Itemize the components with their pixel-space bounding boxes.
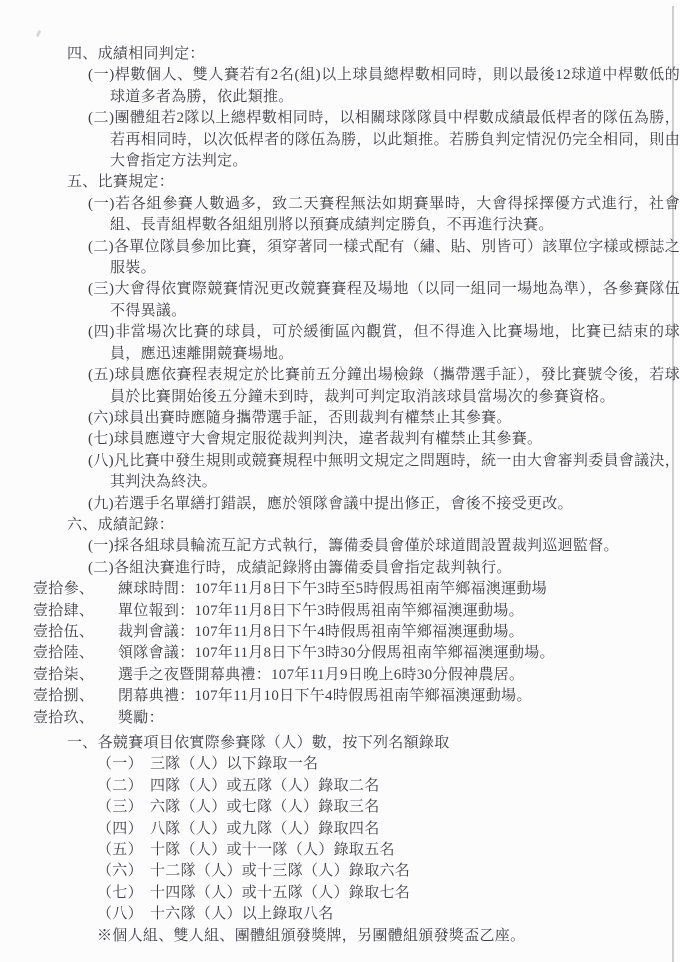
clause-text: 大會得依實際競賽情況更改競賽賽程及場地（以同一組同一場地為準），各參賽隊伍不得異議。	[110, 281, 680, 319]
award-quota-label: （五）	[97, 842, 143, 859]
award-quota-item	[97, 776, 680, 797]
schedule-text: 練球時間：107年11月8日下午3時至5時假馬祖南竿鄉福澳運動場	[118, 581, 548, 598]
clause-label: (一)	[88, 195, 115, 212]
award-quota-text: 四隊（人）或五隊（人）錄取二名	[150, 777, 380, 794]
clause-text: 若各組參賽人數過多，致二天賽程無法如期賽畢時，大會得採擇優方式進行，社會組、長青組桿數各組組別將以預賽成績判定勝負，不再進行決賽。	[110, 195, 680, 234]
schedule-text: 閉幕典禮：107年11月10日下午4時假馬祖南竿鄉福澳運動場。	[118, 688, 532, 705]
clause-text: 若選手名單繕打錯誤，應於領隊會議中提出修正，會後不接受更改。	[113, 495, 573, 512]
clause-text: 各單位隊員參加比賽，須穿著同一樣式配有（繡、貼、別皆可）該單位字樣或標誌之服裝。	[110, 238, 680, 277]
clause-label: (六)	[88, 409, 114, 426]
award-quota-item	[97, 840, 680, 861]
clause-item	[88, 408, 680, 429]
section-heading	[67, 172, 680, 193]
award-quota-text: 十二隊（人）或十三隊（人）錄取六名	[150, 863, 411, 880]
schedule-row	[33, 601, 680, 622]
clause-label: (一)	[88, 538, 114, 555]
schedule-row	[33, 643, 680, 664]
document-content	[0, 44, 680, 947]
section-heading	[67, 515, 680, 536]
schedule-number: 壹拾參、	[33, 581, 95, 598]
award-quota-label: （八）	[97, 906, 143, 923]
clause-text: 球員應依賽程表規定於比賽前五分鐘出場檢錄（攜帶選手証），發比賽號令後，若球員於比賽開始後五分鐘未到時，裁判可判定取消該球員當場次的參賽資格。	[110, 367, 680, 405]
schedule-number: 壹拾柒、	[33, 666, 95, 683]
clause-item	[88, 365, 680, 408]
award-quota-text: 三隊（人）以下錄取一名	[150, 756, 319, 773]
clause-label: (二)	[88, 238, 114, 255]
clause-text: 非當場次比賽的球員，可於緩衝區內觀賞，但不得進入比賽場地，比賽已結束的球員，應迅速離開競賽場地。	[110, 324, 680, 362]
award-quota-label: （七）	[97, 884, 143, 901]
award-quota-label: （三）	[97, 799, 143, 816]
clause-label: (二)	[88, 110, 115, 127]
schedule-number: 壹拾陸、	[33, 645, 95, 662]
clause-item	[88, 451, 680, 494]
clause-label: (一)	[88, 67, 115, 84]
clause-item	[88, 194, 680, 237]
clause-item	[88, 279, 680, 322]
section-title: 成績記錄：	[97, 516, 175, 533]
section-title: 成績相同判定：	[97, 46, 205, 62]
clause-item	[88, 65, 680, 108]
clause-label: (九)	[88, 495, 114, 512]
section-title: 比賽規定：	[97, 174, 175, 191]
schedule-text: 裁判會議：107年11月8日下午4時假馬祖南竿鄉福澳運動場。	[118, 623, 524, 640]
clause-text: 球員應遵守大會規定服從裁判判決，違者裁判有權禁止其參賽。	[113, 431, 543, 448]
clause-item	[88, 494, 680, 515]
schedule-row	[33, 579, 680, 600]
schedule-number: 壹拾玖、	[33, 709, 95, 726]
awards-list-heading: 一、各競賽項目依實際參賽隊（人）數，按下列名額錄取	[67, 735, 450, 751]
award-quota-label: （四）	[97, 820, 143, 837]
award-quota-text: 六隊（人）或七隊（人）錄取三名	[150, 799, 380, 816]
section-number: 五、	[67, 174, 98, 191]
award-quota-text: 十六隊（人）以上錄取八名	[150, 906, 334, 923]
award-quota-item	[97, 904, 680, 925]
clause-label: (八)	[88, 452, 114, 469]
schedule-text: 領隊會議：107年11月8日下午3時30分假馬祖南竿鄉福澳運動場。	[118, 645, 555, 662]
award-quota-item	[97, 861, 680, 882]
award-quota-label: （六）	[97, 863, 143, 880]
section-number: 四、	[67, 46, 98, 62]
clause-label: (七)	[88, 431, 114, 448]
schedule-text: 獎勵：	[118, 709, 164, 726]
award-quota-label: （一）	[97, 756, 143, 773]
clause-item	[88, 237, 680, 280]
award-quota-item	[97, 797, 680, 818]
clause-text: 採各組球員輪流互記方式執行，籌備委員會僅於球道間設置裁判巡迴監督。	[113, 538, 619, 555]
clause-text: 凡比賽中發生規則或競賽規程中無明文規定之問題時，統一由大會審判委員會議決，其判決為終決。	[110, 452, 680, 491]
clause-label: (三)	[88, 281, 115, 298]
schedule-number: 壹拾伍、	[33, 623, 95, 640]
award-quota-item	[97, 883, 680, 904]
clause-text: 桿數個人、雙人賽若有2名(組)以上球員總桿數相同時，則以最後12球道中桿數低的球道多者為勝，依此類推。	[110, 67, 680, 105]
schedule-row	[33, 708, 680, 729]
clause-label: (五)	[88, 367, 115, 384]
award-quota-item	[97, 754, 680, 775]
clause-item	[88, 322, 680, 365]
award-quota-text: 十四隊（人）或十五隊（人）錄取七名	[150, 884, 411, 901]
award-quota-text: 十隊（人）或十一隊（人）錄取五名	[150, 842, 395, 859]
award-quota-label: （二）	[97, 777, 143, 794]
schedule-text: 選手之夜暨開幕典禮：107年11月9日晚上6時30分假神農居。	[118, 666, 525, 683]
clause-text: 球員出賽時應隨身攜帶選手証，否則裁判有權禁止其參賽。	[113, 409, 512, 426]
schedule-row	[33, 622, 680, 643]
clause-text: 各組決賽進行時，成績記錄將由籌備委員會指定裁判執行。	[113, 559, 512, 576]
schedule-row	[33, 665, 680, 686]
scan-artifact-speck	[36, 30, 42, 38]
clause-item	[88, 558, 680, 579]
clause-text: 團體組若2隊以上總桿數相同時，以相關球隊隊員中桿數成績最低桿者的隊伍為勝，若再相同時，以次低桿者的隊伍為勝，以此類推。若勝負判定情況仍完全相同，則由大會指定方法判定。	[110, 110, 680, 170]
awards-note: ※個人組、雙人組、團體組頒發獎牌，另團體組頒發獎盃乙座。	[97, 927, 526, 944]
clause-item	[88, 108, 680, 172]
schedule-row	[33, 686, 680, 707]
section-number: 六、	[67, 516, 98, 533]
schedule-number: 壹拾肆、	[33, 602, 95, 619]
clause-label: (四)	[88, 324, 115, 341]
schedule-text: 單位報到：107年11月8日下午3時假馬祖南竿鄉福澳運動場。	[118, 602, 524, 619]
clause-item	[88, 536, 680, 557]
clause-item	[88, 429, 680, 450]
schedule-number: 壹拾捌、	[33, 688, 95, 705]
clause-label: (二)	[88, 559, 114, 576]
award-quota-text: 八隊（人）或九隊（人）錄取四名	[150, 820, 380, 837]
section-heading	[67, 44, 680, 65]
award-quota-item	[97, 819, 680, 840]
